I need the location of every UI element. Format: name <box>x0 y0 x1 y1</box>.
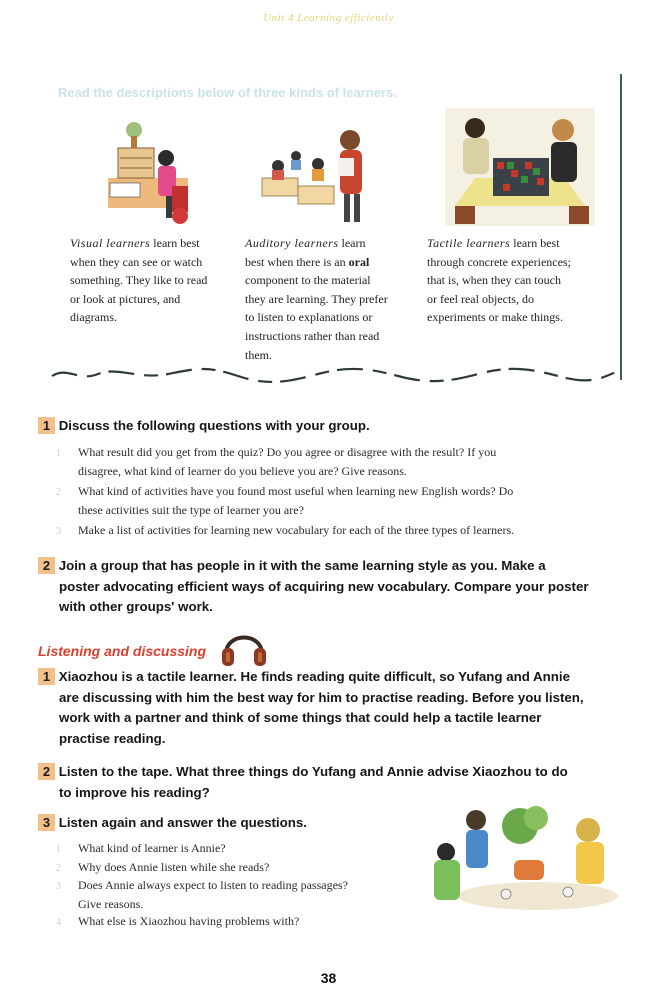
box-title: Read the descriptions below of three kinds of learners. <box>58 85 397 100</box>
list-item: 4 What else is Xiaozhou having problems with? <box>56 914 300 928</box>
tactile-learner-illustration <box>445 108 595 226</box>
list-item: 3 Does Annie always expect to listen to reading passages? <box>56 878 348 892</box>
section-title: Listening and discussing <box>38 643 207 659</box>
list-item-continued: Give reasons. <box>78 896 144 911</box>
students-discussion-illustration <box>428 800 628 920</box>
running-header: Unit 4 Learning efficiently <box>263 12 394 24</box>
auditory-learner-description: Auditory learners learn best when there is an oral component to the material they are learning. They prefer to listen to explanations or instructions rather than read them. <box>245 236 388 362</box>
listening-task-2: 2 Listen to the tape. What three things do Yufang and Annie advise Xiaozhou to do to improve his reading? <box>38 762 638 803</box>
oral-emphasis: oral <box>348 254 370 269</box>
list-item: 3 Make a list of activities for learning new vocabulary for each of the three types of learners. <box>56 523 515 537</box>
auditory-learner-term: Auditory learners <box>245 236 339 250</box>
tactile-learner-description: Tactile learners learn best through concrete experiences; that is, when they can touch or feel real objects, do experiments or make things. <box>427 236 571 325</box>
list-item: 2 Why does Annie listen while she reads? <box>56 859 270 874</box>
visual-learner-term: Visual learners <box>70 236 151 250</box>
visual-learner-illustration <box>98 108 208 228</box>
list-item-continued: disagree, what kind of learner do you believe you are? Give reasons. <box>78 463 407 478</box>
task-1-questions <box>56 444 636 541</box>
task-number-badge: 2 <box>38 763 55 780</box>
auditory-learner-illustration <box>258 108 378 228</box>
torn-edge-divider <box>48 362 620 386</box>
list-item-continued: these activities suit the type of learner you are? <box>78 502 304 517</box>
visual-learner-description: Visual learners learn best when they can see or watch something. They like to read or look at pictures, and diagrams. <box>70 236 208 325</box>
list-item: 1 What kind of learner is Annie? <box>56 841 226 855</box>
headphones-icon <box>218 626 270 668</box>
page-number: 38 <box>320 970 337 986</box>
task-number-badge: 1 <box>38 417 55 434</box>
task-number-badge: 3 <box>38 814 55 831</box>
listening-task-1: 1 Xiaozhou is a tactile learner. He finds reading quite difficult, so Yufang and Annie are discussing with him the best way for him to practise reading. Before you listen, work with a partner and think of some things that could help a tactile learner practise reading. <box>38 667 638 749</box>
list-item: 2 What kind of activities have you found most useful when learning new English words? Do <box>56 484 514 498</box>
task-number-badge: 1 <box>38 668 55 685</box>
listening-task-3-heading: 3 Listen again and answer the questions. <box>38 813 307 834</box>
task-number-badge: 2 <box>38 557 55 574</box>
task-2: 2 Join a group that has people in it with the same learning style as you. Make a poster advocating efficient ways of acquiring new vocabulary. Compare your poster with other groups' work. <box>38 556 638 618</box>
tactile-learner-term: Tactile learners <box>427 236 511 250</box>
task-1-heading: 1 Discuss the following questions with your group. <box>38 416 370 437</box>
list-item: 1 What result did you get from the quiz? Do you agree or disagree with the result? If you <box>56 445 497 459</box>
listening-task-3-questions <box>56 840 426 932</box>
